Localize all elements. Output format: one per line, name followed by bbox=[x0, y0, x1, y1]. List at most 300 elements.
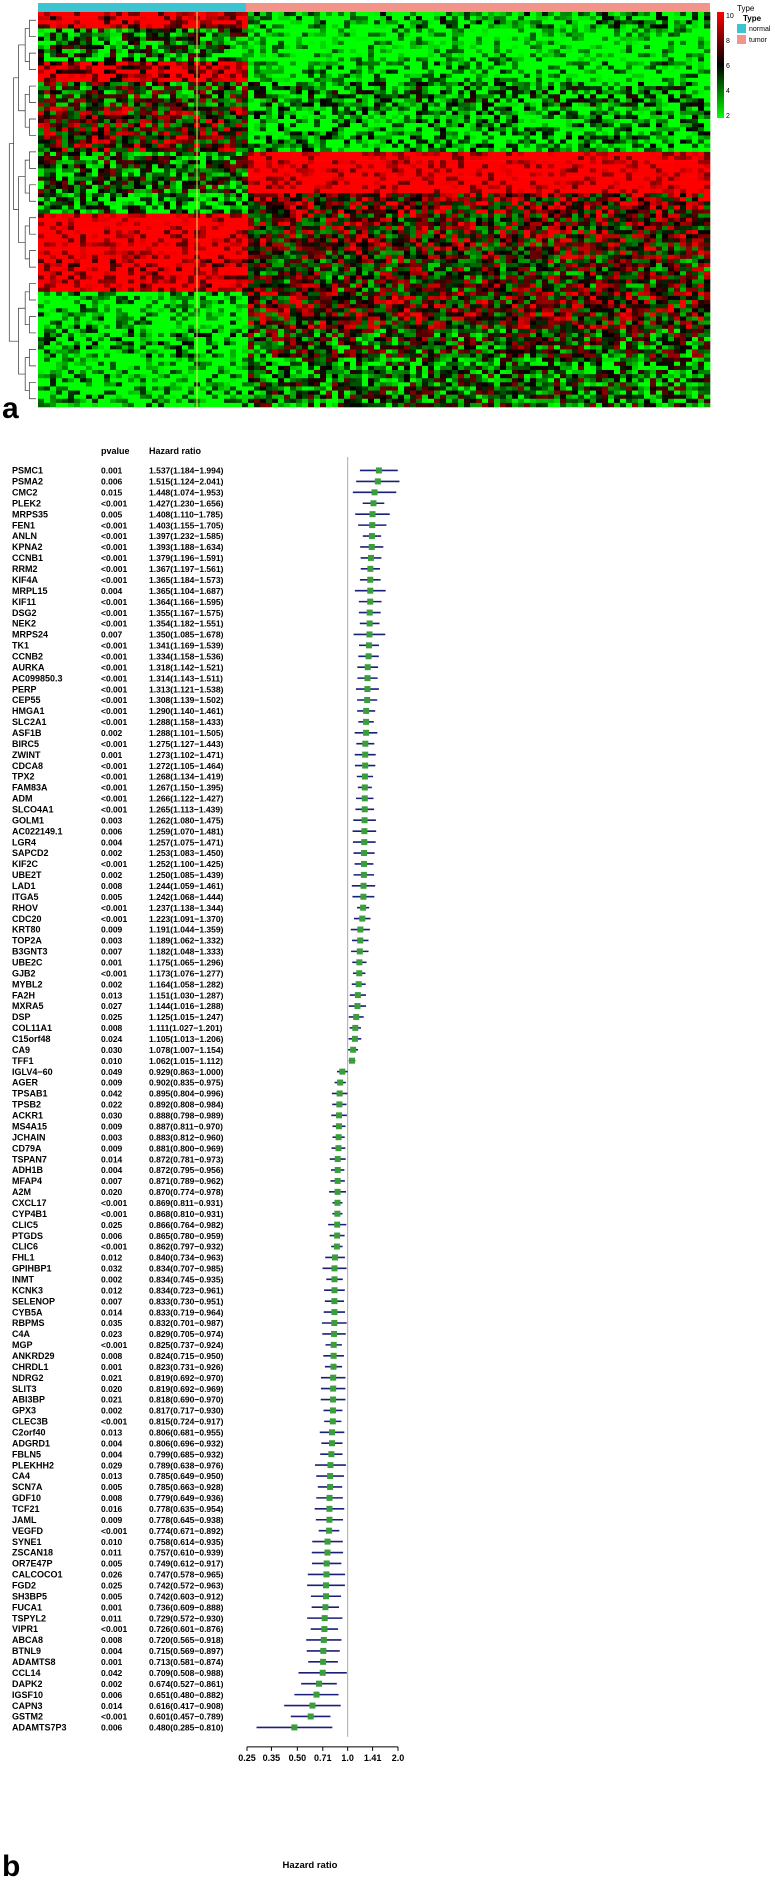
heatmap-cell bbox=[536, 16, 542, 20]
heatmap-cell bbox=[164, 65, 170, 69]
heatmap-cell bbox=[554, 16, 560, 20]
heatmap-cell bbox=[506, 98, 512, 102]
heatmap-cell bbox=[236, 20, 242, 24]
heatmap-cell bbox=[230, 41, 236, 45]
heatmap-cell bbox=[248, 53, 254, 57]
heatmap-cell bbox=[248, 41, 254, 45]
heatmap-cell bbox=[296, 16, 302, 20]
heatmap-cell bbox=[638, 111, 644, 115]
heatmap-cell bbox=[164, 119, 170, 123]
heatmap-cell bbox=[362, 28, 368, 32]
heatmap-cell bbox=[506, 90, 512, 94]
dendrogram-branch bbox=[29, 251, 36, 267]
heatmap-cell bbox=[386, 53, 392, 57]
heatmap-cell bbox=[506, 57, 512, 61]
heatmap-cell bbox=[518, 119, 524, 123]
heatmap-cell bbox=[110, 107, 116, 111]
heatmap-cell bbox=[680, 45, 686, 49]
heatmap-cell bbox=[596, 82, 602, 86]
heatmap-cell bbox=[62, 90, 68, 94]
heatmap-cell bbox=[158, 28, 164, 32]
heatmap-cell bbox=[410, 70, 416, 74]
heatmap-cell bbox=[380, 33, 386, 37]
heatmap-cell bbox=[650, 74, 656, 78]
heatmap-cell bbox=[98, 119, 104, 123]
heatmap-cell bbox=[86, 41, 92, 45]
heatmap-cell bbox=[62, 61, 68, 65]
heatmap-cell bbox=[80, 119, 86, 123]
heatmap-cell bbox=[680, 12, 686, 16]
heatmap-cell bbox=[368, 16, 374, 20]
heatmap-cell bbox=[200, 12, 206, 16]
heatmap-cell bbox=[482, 65, 488, 69]
heatmap-cell bbox=[398, 20, 404, 24]
heatmap-cell bbox=[668, 78, 674, 82]
heatmap-cell bbox=[536, 65, 542, 69]
heatmap-cell bbox=[332, 53, 338, 57]
heatmap-cell bbox=[182, 74, 188, 78]
heatmap-cell bbox=[296, 90, 302, 94]
heatmap-cell bbox=[80, 74, 86, 78]
heatmap-cell bbox=[398, 111, 404, 115]
heatmap-cell bbox=[566, 82, 572, 86]
heatmap-cell bbox=[242, 103, 248, 107]
heatmap-cell bbox=[548, 90, 554, 94]
heatmap-cell bbox=[200, 20, 206, 24]
heatmap-cell bbox=[38, 37, 44, 41]
heatmap-cell bbox=[326, 78, 332, 82]
heatmap-cell bbox=[326, 49, 332, 53]
heatmap-cell bbox=[404, 123, 410, 127]
heatmap-cell bbox=[50, 78, 56, 82]
heatmap-cell bbox=[548, 115, 554, 119]
heatmap-cell bbox=[548, 107, 554, 111]
heatmap-cell bbox=[692, 103, 698, 107]
heatmap-cell bbox=[602, 12, 608, 16]
heatmap-cell bbox=[380, 37, 386, 41]
heatmap-cell bbox=[644, 74, 650, 78]
heatmap-cell bbox=[344, 90, 350, 94]
heatmap-cell bbox=[266, 53, 272, 57]
heatmap-cell bbox=[602, 41, 608, 45]
heatmap-cell bbox=[62, 119, 68, 123]
heatmap-cell bbox=[638, 45, 644, 49]
heatmap-cell bbox=[560, 12, 566, 16]
heatmap-cell bbox=[632, 20, 638, 24]
heatmap-cell bbox=[422, 94, 428, 98]
heatmap-cell bbox=[704, 98, 710, 102]
heatmap-cell bbox=[530, 12, 536, 16]
heatmap-cell bbox=[368, 103, 374, 107]
heatmap-cell bbox=[494, 20, 500, 24]
heatmap-cell bbox=[524, 82, 530, 86]
heatmap-cell bbox=[608, 41, 614, 45]
heatmap-cell bbox=[260, 33, 266, 37]
heatmap-cell bbox=[218, 33, 224, 37]
heatmap-cell bbox=[290, 53, 296, 57]
heatmap-cell bbox=[104, 127, 110, 131]
heatmap-cell bbox=[314, 78, 320, 82]
heatmap-cell bbox=[392, 49, 398, 53]
heatmap-cell bbox=[446, 24, 452, 28]
heatmap-cell bbox=[458, 86, 464, 90]
heatmap-cell bbox=[590, 61, 596, 65]
heatmap-cell bbox=[68, 94, 74, 98]
heatmap-cell bbox=[554, 103, 560, 107]
heatmap-cell bbox=[188, 90, 194, 94]
heatmap-cell bbox=[74, 45, 80, 49]
heatmap-cell bbox=[422, 90, 428, 94]
heatmap-cell bbox=[512, 49, 518, 53]
heatmap-cell bbox=[410, 123, 416, 127]
heatmap-cell bbox=[332, 49, 338, 53]
heatmap-cell bbox=[80, 115, 86, 119]
heatmap-cell bbox=[500, 41, 506, 45]
heatmap-cell bbox=[698, 33, 704, 37]
heatmap-cell bbox=[440, 24, 446, 28]
heatmap-cell bbox=[164, 70, 170, 74]
heatmap-cell bbox=[278, 12, 284, 16]
heatmap-cell bbox=[410, 78, 416, 82]
heatmap-cell bbox=[284, 57, 290, 61]
heatmap-cell bbox=[524, 28, 530, 32]
heatmap-cell bbox=[374, 103, 380, 107]
heatmap-cell bbox=[446, 103, 452, 107]
heatmap-cell bbox=[140, 37, 146, 41]
heatmap-cell bbox=[392, 94, 398, 98]
heatmap-cell bbox=[320, 65, 326, 69]
heatmap-cell bbox=[332, 115, 338, 119]
heatmap-cell bbox=[464, 86, 470, 90]
heatmap-cell bbox=[236, 111, 242, 115]
heatmap-cell bbox=[422, 86, 428, 90]
heatmap-cell bbox=[170, 94, 176, 98]
heatmap-cell bbox=[602, 115, 608, 119]
heatmap-cell bbox=[650, 78, 656, 82]
heatmap-cell bbox=[254, 107, 260, 111]
heatmap-cell bbox=[662, 33, 668, 37]
heatmap-cell bbox=[386, 82, 392, 86]
heatmap-cell bbox=[116, 107, 122, 111]
heatmap-cell bbox=[110, 127, 116, 131]
heatmap-cell bbox=[68, 28, 74, 32]
heatmap-cell bbox=[200, 107, 206, 111]
heatmap-cell bbox=[68, 78, 74, 82]
heatmap-cell bbox=[536, 41, 542, 45]
heatmap-cell bbox=[518, 61, 524, 65]
heatmap-cell bbox=[404, 103, 410, 107]
heatmap-cell bbox=[38, 127, 44, 131]
heatmap-cell bbox=[158, 70, 164, 74]
heatmap-cell bbox=[410, 115, 416, 119]
heatmap-cell bbox=[122, 61, 128, 65]
heatmap-cell bbox=[80, 20, 86, 24]
heatmap-cell bbox=[530, 107, 536, 111]
heatmap-cell bbox=[542, 70, 548, 74]
heatmap-cell bbox=[452, 94, 458, 98]
heatmap-cell bbox=[506, 37, 512, 41]
heatmap-cell bbox=[668, 86, 674, 90]
heatmap-cell bbox=[116, 33, 122, 37]
heatmap-cell bbox=[350, 115, 356, 119]
heatmap-cell bbox=[524, 115, 530, 119]
heatmap-cell bbox=[170, 28, 176, 32]
heatmap-cell bbox=[566, 65, 572, 69]
heatmap-cell bbox=[248, 119, 254, 123]
heatmap-cell bbox=[416, 74, 422, 78]
heatmap-cell bbox=[56, 90, 62, 94]
heatmap-cell bbox=[80, 24, 86, 28]
heatmap-cell bbox=[476, 37, 482, 41]
heatmap-cell bbox=[104, 33, 110, 37]
heatmap-cell bbox=[134, 16, 140, 20]
heatmap-cell bbox=[542, 74, 548, 78]
heatmap-cell bbox=[386, 115, 392, 119]
heatmap-cell bbox=[146, 90, 152, 94]
heatmap-cell bbox=[698, 115, 704, 119]
heatmap-cell bbox=[656, 111, 662, 115]
heatmap-cell bbox=[488, 103, 494, 107]
heatmap-cell bbox=[680, 65, 686, 69]
heatmap-cell bbox=[302, 123, 308, 127]
heatmap-cell bbox=[632, 119, 638, 123]
heatmap-cell bbox=[326, 16, 332, 20]
heatmap-cell bbox=[398, 119, 404, 123]
heatmap-cell bbox=[362, 53, 368, 57]
heatmap-cell bbox=[302, 119, 308, 123]
heatmap-cell bbox=[110, 82, 116, 86]
heatmap-cell bbox=[470, 53, 476, 57]
heatmap-cell bbox=[128, 37, 134, 41]
heatmap-cell bbox=[536, 33, 542, 37]
heatmap-cell bbox=[596, 107, 602, 111]
heatmap-cell bbox=[638, 41, 644, 45]
heatmap-cell bbox=[92, 103, 98, 107]
heatmap-cell bbox=[626, 70, 632, 74]
heatmap-cell bbox=[560, 16, 566, 20]
heatmap-cell bbox=[266, 82, 272, 86]
heatmap-cell bbox=[290, 78, 296, 82]
heatmap-cell bbox=[464, 94, 470, 98]
heatmap-cell bbox=[122, 111, 128, 115]
heatmap-cell bbox=[368, 94, 374, 98]
heatmap-cell bbox=[656, 16, 662, 20]
heatmap-cell bbox=[590, 94, 596, 98]
heatmap-cell bbox=[530, 103, 536, 107]
heatmap-cell bbox=[620, 70, 626, 74]
heatmap-cell bbox=[452, 53, 458, 57]
heatmap-cell bbox=[638, 20, 644, 24]
heatmap-cell bbox=[704, 45, 710, 49]
heatmap-cell bbox=[128, 24, 134, 28]
heatmap-cell bbox=[512, 57, 518, 61]
heatmap-cell bbox=[152, 90, 158, 94]
heatmap-cell bbox=[398, 49, 404, 53]
heatmap-cell bbox=[626, 78, 632, 82]
heatmap-cell bbox=[98, 98, 104, 102]
heatmap-cell bbox=[536, 45, 542, 49]
heatmap-cell bbox=[224, 115, 230, 119]
heatmap-cell bbox=[308, 37, 314, 41]
heatmap-cell bbox=[368, 123, 374, 127]
heatmap-cell bbox=[470, 12, 476, 16]
heatmap-cell bbox=[188, 20, 194, 24]
heatmap-cell bbox=[344, 28, 350, 32]
heatmap-cell bbox=[464, 53, 470, 57]
heatmap-cell bbox=[350, 119, 356, 123]
heatmap-cell bbox=[278, 74, 284, 78]
heatmap-cell bbox=[536, 90, 542, 94]
heatmap-cell bbox=[260, 20, 266, 24]
heatmap-cell bbox=[410, 20, 416, 24]
heatmap-cell bbox=[692, 98, 698, 102]
heatmap-cell bbox=[656, 74, 662, 78]
heatmap-cell bbox=[98, 82, 104, 86]
heatmap-cell bbox=[230, 45, 236, 49]
heatmap-cell bbox=[152, 127, 158, 131]
heatmap-cell bbox=[470, 49, 476, 53]
heatmap-cell bbox=[536, 70, 542, 74]
heatmap-cell bbox=[614, 94, 620, 98]
heatmap-cell bbox=[602, 107, 608, 111]
heatmap-cell bbox=[368, 12, 374, 16]
heatmap-cell bbox=[200, 49, 206, 53]
heatmap-cell bbox=[602, 70, 608, 74]
heatmap-cell bbox=[356, 57, 362, 61]
heatmap-cell bbox=[542, 57, 548, 61]
dendrogram-branch bbox=[29, 382, 36, 398]
heatmap-cell bbox=[182, 86, 188, 90]
heatmap-cell bbox=[290, 57, 296, 61]
heatmap-cell bbox=[392, 53, 398, 57]
heatmap-cell bbox=[242, 115, 248, 119]
heatmap-cell bbox=[704, 37, 710, 41]
heatmap-cell bbox=[644, 107, 650, 111]
heatmap-cell bbox=[614, 103, 620, 107]
heatmap-cell bbox=[74, 70, 80, 74]
heatmap-cell bbox=[62, 127, 68, 131]
heatmap-cell bbox=[398, 37, 404, 41]
heatmap-cell bbox=[530, 45, 536, 49]
heatmap-cell bbox=[578, 78, 584, 82]
heatmap-cell bbox=[122, 57, 128, 61]
heatmap-cell bbox=[572, 90, 578, 94]
heatmap-cell bbox=[284, 98, 290, 102]
heatmap-cell bbox=[200, 41, 206, 45]
heatmap-cell bbox=[86, 37, 92, 41]
heatmap-cell bbox=[482, 98, 488, 102]
heatmap-cell bbox=[428, 49, 434, 53]
heatmap-cell bbox=[446, 115, 452, 119]
heatmap-cell bbox=[668, 70, 674, 74]
heatmap-cell bbox=[458, 111, 464, 115]
heatmap-cell bbox=[596, 78, 602, 82]
heatmap-cell bbox=[656, 12, 662, 16]
heatmap-cell bbox=[428, 103, 434, 107]
heatmap-cell bbox=[656, 37, 662, 41]
heatmap-cell bbox=[122, 70, 128, 74]
heatmap-cell bbox=[182, 28, 188, 32]
heatmap-cell bbox=[554, 86, 560, 90]
heatmap-cell bbox=[440, 57, 446, 61]
heatmap-cell bbox=[518, 20, 524, 24]
heatmap-cell bbox=[152, 123, 158, 127]
heatmap-cell bbox=[464, 103, 470, 107]
heatmap-cell bbox=[230, 20, 236, 24]
heatmap-cell bbox=[110, 41, 116, 45]
heatmap-cell bbox=[278, 53, 284, 57]
heatmap-cell bbox=[458, 45, 464, 49]
heatmap-cell bbox=[110, 49, 116, 53]
heatmap-cell bbox=[38, 119, 44, 123]
heatmap-cell bbox=[386, 103, 392, 107]
heatmap-cell bbox=[338, 49, 344, 53]
heatmap-cell bbox=[224, 16, 230, 20]
dendrogram-branch bbox=[25, 226, 29, 259]
heatmap-cell bbox=[674, 90, 680, 94]
heatmap-cell bbox=[662, 65, 668, 69]
heatmap-cell bbox=[254, 103, 260, 107]
heatmap-cell bbox=[314, 98, 320, 102]
heatmap-cell bbox=[692, 57, 698, 61]
heatmap-cell bbox=[44, 65, 50, 69]
annotation-normal-segment bbox=[38, 3, 246, 12]
heatmap-cell bbox=[644, 65, 650, 69]
heatmap-cell bbox=[542, 61, 548, 65]
heatmap-cell bbox=[284, 94, 290, 98]
heatmap-cell bbox=[560, 90, 566, 94]
heatmap-cell bbox=[158, 111, 164, 115]
heatmap-cell bbox=[80, 123, 86, 127]
heatmap-cell bbox=[62, 98, 68, 102]
heatmap-cell bbox=[638, 74, 644, 78]
heatmap-cell bbox=[680, 41, 686, 45]
heatmap-cell bbox=[98, 94, 104, 98]
heatmap-cell bbox=[62, 111, 68, 115]
heatmap-cell bbox=[428, 90, 434, 94]
heatmap-cell bbox=[212, 16, 218, 20]
heatmap-cell bbox=[74, 28, 80, 32]
heatmap-cell bbox=[392, 82, 398, 86]
heatmap-cell bbox=[374, 115, 380, 119]
heatmap-cell bbox=[608, 107, 614, 111]
heatmap-cell bbox=[488, 115, 494, 119]
heatmap-cell bbox=[368, 119, 374, 123]
heatmap-cell bbox=[692, 94, 698, 98]
heatmap-cell bbox=[188, 33, 194, 37]
heatmap-cell bbox=[92, 53, 98, 57]
heatmap-cell bbox=[704, 41, 710, 45]
heatmap-cell bbox=[632, 107, 638, 111]
heatmap-cell bbox=[344, 111, 350, 115]
heatmap-cell bbox=[542, 103, 548, 107]
heatmap-cell bbox=[620, 24, 626, 28]
heatmap-cell bbox=[176, 74, 182, 78]
heatmap-cell bbox=[416, 98, 422, 102]
heatmap-cell bbox=[170, 78, 176, 82]
heatmap-cell bbox=[584, 107, 590, 111]
heatmap-cell bbox=[584, 82, 590, 86]
heatmap-cell bbox=[482, 41, 488, 45]
heatmap-cell bbox=[404, 33, 410, 37]
heatmap-cell bbox=[338, 20, 344, 24]
heatmap-cell bbox=[560, 49, 566, 53]
heatmap-cell bbox=[38, 61, 44, 65]
heatmap-cell bbox=[704, 90, 710, 94]
heatmap-cell bbox=[404, 37, 410, 41]
heatmap-cell bbox=[578, 33, 584, 37]
heatmap-cell bbox=[260, 123, 266, 127]
